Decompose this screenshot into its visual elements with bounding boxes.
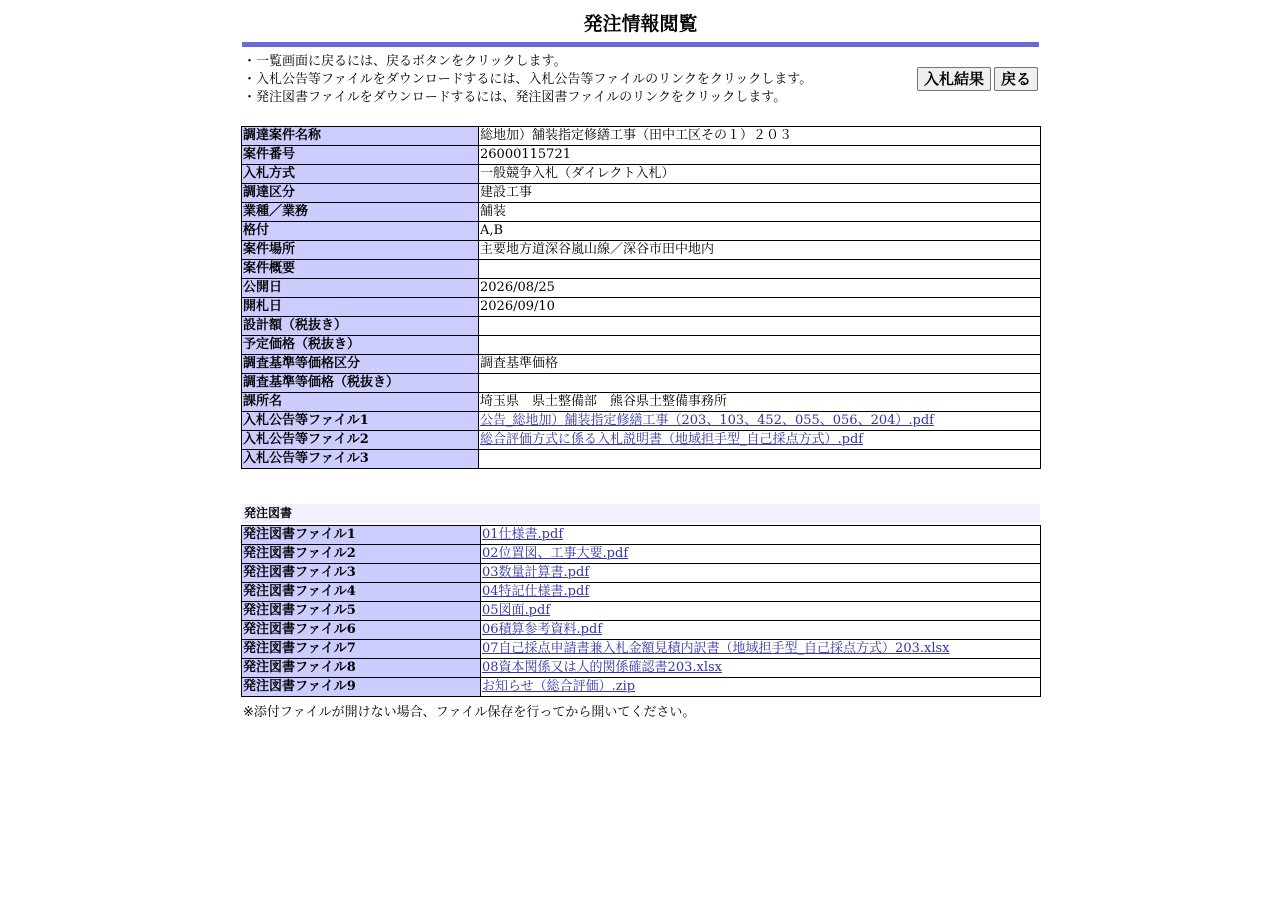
drawings-table bbox=[241, 525, 1041, 697]
notice-file-link[interactable]: 総合評価方式に係る入札説明書（地域担手型_自己採点方式）.pdf bbox=[480, 432, 864, 447]
info-row bbox=[242, 298, 1041, 317]
drawing-file-row bbox=[242, 602, 1041, 621]
drawing-file-cell bbox=[481, 564, 1041, 583]
info-row bbox=[242, 279, 1041, 298]
drawing-file-label: 発注図書ファイル9 bbox=[242, 678, 481, 697]
info-label: 設計額（税抜き） bbox=[242, 317, 479, 336]
drawing-file-link[interactable]: 08資本関係又は人的関係確認書203.xlsx bbox=[482, 660, 722, 675]
instruction-item: ・発注図書ファイルをダウンロードするには、発注図書ファイルのリンクをクリックします。 bbox=[243, 90, 787, 105]
drawing-file-cell bbox=[481, 545, 1041, 564]
info-label: 開札日 bbox=[242, 298, 479, 317]
drawing-file-link[interactable]: 07自己採点申請書兼入札金額見積内訳書（地域担手型_自己採点方式）203.xlsx bbox=[482, 641, 950, 656]
drawing-file-link[interactable]: 04特記仕様書.pdf bbox=[482, 584, 590, 599]
info-label: 入札公告等ファイル3 bbox=[242, 450, 479, 469]
drawing-file-row bbox=[242, 545, 1041, 564]
info-value: 埼玉県 県土整備部 熊谷県土整備事務所 bbox=[479, 393, 1041, 412]
info-label: 調査基準等価格（税抜き） bbox=[242, 374, 479, 393]
info-row bbox=[242, 127, 1041, 146]
drawing-file-label: 発注図書ファイル2 bbox=[242, 545, 481, 564]
info-row bbox=[242, 412, 1041, 431]
drawing-file-cell bbox=[481, 583, 1041, 602]
drawing-file-row bbox=[242, 640, 1041, 659]
info-label: 業種／業務 bbox=[242, 203, 479, 222]
info-value: 26000115721 bbox=[479, 146, 1041, 165]
drawing-file-link[interactable]: 03数量計算書.pdf bbox=[482, 565, 590, 580]
info-label: 入札公告等ファイル1 bbox=[242, 412, 479, 431]
info-label: 入札方式 bbox=[242, 165, 479, 184]
drawing-file-link[interactable]: 02位置図、工事大要.pdf bbox=[482, 546, 629, 561]
instruction-list bbox=[243, 53, 812, 107]
drawing-file-label: 発注図書ファイル6 bbox=[242, 621, 481, 640]
drawing-file-row bbox=[242, 659, 1041, 678]
info-value: 舗装 bbox=[479, 203, 1041, 222]
info-value: 一般競争入札（ダイレクト入札） bbox=[479, 165, 1041, 184]
info-value: 調査基準価格 bbox=[479, 355, 1041, 374]
info-label: 予定価格（税抜き） bbox=[242, 336, 479, 355]
info-row bbox=[242, 317, 1041, 336]
info-value bbox=[479, 374, 1041, 393]
info-row bbox=[242, 222, 1041, 241]
info-row bbox=[242, 165, 1041, 184]
drawing-file-link[interactable]: 05図面.pdf bbox=[482, 603, 551, 618]
info-row bbox=[242, 203, 1041, 222]
info-label: 調達区分 bbox=[242, 184, 479, 203]
attachment-note: ※添付ファイルが開けない場合、ファイル保存を行ってから開いてください。 bbox=[243, 705, 696, 720]
drawing-file-cell bbox=[481, 602, 1041, 621]
info-value bbox=[479, 431, 1041, 450]
info-label: 調達案件名称 bbox=[242, 127, 479, 146]
drawing-file-label: 発注図書ファイル4 bbox=[242, 583, 481, 602]
info-value: A,B bbox=[479, 222, 1041, 241]
drawing-file-row bbox=[242, 621, 1041, 640]
drawing-file-cell bbox=[481, 640, 1041, 659]
info-value bbox=[479, 450, 1041, 469]
instruction-area bbox=[241, 47, 1040, 126]
info-row bbox=[242, 450, 1041, 469]
page-container bbox=[241, 0, 1040, 720]
back-button[interactable]: 戻る bbox=[994, 67, 1038, 91]
drawing-file-cell bbox=[481, 526, 1041, 545]
info-value bbox=[479, 260, 1041, 279]
drawing-file-cell bbox=[481, 621, 1041, 640]
info-label: 入札公告等ファイル2 bbox=[242, 431, 479, 450]
info-value: 2026/09/10 bbox=[479, 298, 1041, 317]
info-row bbox=[242, 431, 1041, 450]
info-label: 案件番号 bbox=[242, 146, 479, 165]
info-row bbox=[242, 393, 1041, 412]
bid-result-button[interactable]: 入札結果 bbox=[917, 67, 991, 91]
drawing-file-row bbox=[242, 526, 1041, 545]
drawing-file-cell bbox=[481, 659, 1041, 678]
drawing-file-link[interactable]: 06積算参考資料.pdf bbox=[482, 622, 603, 637]
drawing-file-label: 発注図書ファイル1 bbox=[242, 526, 481, 545]
info-row bbox=[242, 355, 1041, 374]
info-label: 案件概要 bbox=[242, 260, 479, 279]
info-label: 公開日 bbox=[242, 279, 479, 298]
info-value: 主要地方道深谷嵐山線／深谷市田中地内 bbox=[479, 241, 1041, 260]
drawing-file-label: 発注図書ファイル8 bbox=[242, 659, 481, 678]
notice-file-link[interactable]: 公告_総地加）舗装指定修繕工事（203、103、452、055、056、204）.pdf bbox=[480, 413, 934, 428]
info-label: 課所名 bbox=[242, 393, 479, 412]
info-value: 建設工事 bbox=[479, 184, 1041, 203]
info-value bbox=[479, 336, 1041, 355]
drawings-section-heading: 発注図書 bbox=[242, 504, 1040, 523]
info-value: 総地加）舗装指定修繕工事（田中工区その１）２０３ bbox=[479, 127, 1041, 146]
info-label: 調査基準等価格区分 bbox=[242, 355, 479, 374]
info-row bbox=[242, 336, 1041, 355]
action-buttons bbox=[917, 67, 1038, 91]
info-label: 格付 bbox=[242, 222, 479, 241]
drawing-file-link[interactable]: 01仕様書.pdf bbox=[482, 527, 564, 542]
info-row bbox=[242, 146, 1041, 165]
info-row bbox=[242, 374, 1041, 393]
drawing-file-label: 発注図書ファイル5 bbox=[242, 602, 481, 621]
drawing-file-link[interactable]: お知らせ（総合評価）.zip bbox=[482, 679, 636, 694]
project-info-table bbox=[241, 126, 1041, 469]
drawing-file-row bbox=[242, 583, 1041, 602]
drawing-file-row bbox=[242, 564, 1041, 583]
info-row bbox=[242, 260, 1041, 279]
info-label: 案件場所 bbox=[242, 241, 479, 260]
info-value bbox=[479, 412, 1041, 431]
drawing-file-label: 発注図書ファイル7 bbox=[242, 640, 481, 659]
page-title: 発注情報閲覧 bbox=[583, 13, 698, 35]
info-value: 2026/08/25 bbox=[479, 279, 1041, 298]
info-row bbox=[242, 184, 1041, 203]
info-value bbox=[479, 317, 1041, 336]
drawing-file-cell bbox=[481, 678, 1041, 697]
instruction-item: ・一覧画面に戻るには、戻るボタンをクリックします。 bbox=[243, 54, 567, 69]
drawing-file-row bbox=[242, 678, 1041, 697]
drawing-file-label: 発注図書ファイル3 bbox=[242, 564, 481, 583]
info-row bbox=[242, 241, 1041, 260]
instruction-item: ・入札公告等ファイルをダウンロードするには、入札公告等ファイルのリンクをクリックします。 bbox=[243, 72, 813, 87]
